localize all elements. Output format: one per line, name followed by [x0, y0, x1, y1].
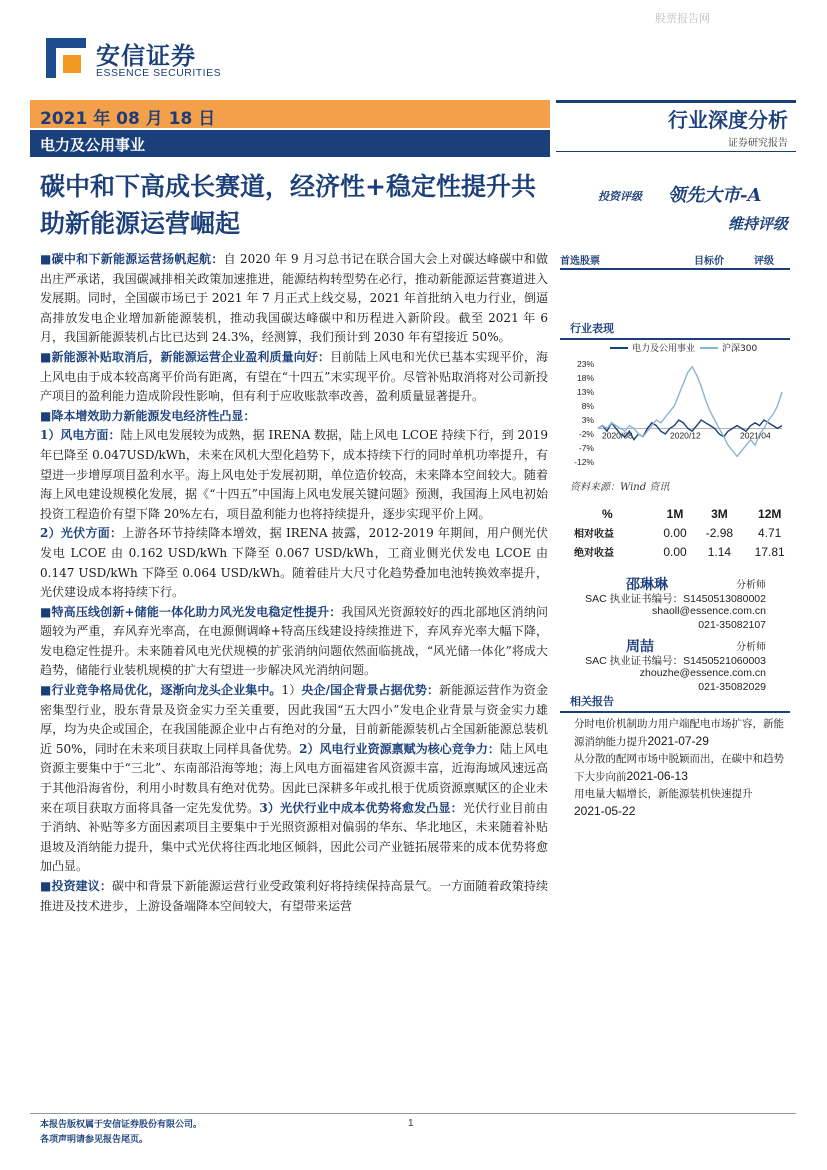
x-tick-label: 2020/08 [602, 430, 633, 441]
table-cell: 4.71 [758, 525, 782, 540]
watermark: 股票报告网 [655, 12, 710, 25]
performance-chart [560, 340, 796, 470]
y-tick-label: 23% [576, 359, 594, 369]
analyst-email[interactable]: shaoll@essence.com.cn [652, 605, 766, 617]
table-cell: 0.00 [663, 525, 687, 540]
paragraph-text: 目前陆上风电和光伏已基本实现平价，海上风电由于成本较高离平价尚有距离，有望在“十四五”末实现平价。尽管补贴取消将对公司新投产项目的盈利能力造成阶段性影响，但有利于应收账款率改善，盈利质量显著提升。 [40, 349, 548, 404]
logo-icon [46, 38, 86, 78]
rating-value: 领先大市-A [668, 185, 762, 206]
paragraph [40, 524, 548, 602]
y-tick-label: -2% [578, 429, 594, 439]
analyst-phone: 021-35082107 [698, 619, 766, 631]
y-tick-label: -12% [574, 457, 594, 467]
related-report-date: 2021-07-29 [647, 734, 709, 748]
x-tick-label: 2020/12 [670, 430, 701, 441]
table-header: 12M [758, 507, 782, 521]
paragraph-heading: 行业竞争格局优化，逐渐向龙头企业集中。 [51, 683, 282, 698]
paragraph-text: 自 2020 年 9 月习总书记在联合国大会上对碳达峰碳中和做出庄严承诺，我国碳减排相关政策加速推进，能源结构转型势在必行，推动新能源运营赛道进入发展期。同时，全国碳市场已于 2021 年 7 月正式上线交易，2021 年首批纳入电力行业，倒逼高排放发电企业增加新能源装机，推动我国碳达峰碳中和历程进入新阶段。截至 2021 年 6 月，我国新能源装机占比已达到 24.3%，经测算，我们预计到 2030 年有望接近 50%。 [40, 252, 548, 345]
table-header: 1M [666, 507, 684, 521]
paragraph: ■碳中和下新能源运营扬帆起航：自 2020 年 9 月习总书记在联合国大会上对碳达峰碳中和做出庄严承诺，我国碳减排相关政策加速推进，能源结构转型势在必行，推动新能源运营赛道进入发展期。同时，全国碳市场已于 2021 年 7 月正式上线交易，2021 年首批纳入电力行业，倒逼高排放发电企业增加新能源装机，推动我国碳达峰碳中和历程进入新阶段。截至 2021 年 6 月，我国新能源装机占比已达到 24.3%，经测算，我们预计到 2030 年有望接近 50%。 [40, 252, 548, 345]
report-type: 行业深度分析 [668, 108, 788, 132]
analyst-sac: SAC 执业证书编号：S1450521060003 [585, 655, 766, 667]
y-tick-label: 8% [581, 401, 594, 411]
stock-col-rating: 评级 [754, 256, 774, 267]
series-line [598, 367, 782, 457]
footer-rule [30, 1113, 796, 1114]
analyst-phone: 021-35082029 [698, 681, 766, 693]
stock-pick-header [560, 252, 790, 270]
analyst-sac: SAC 执业证书编号：S1450513080002 [585, 593, 766, 605]
report-subtype: 证券研究报告 [728, 138, 788, 149]
paragraph-heading: 2）光伏方面： [40, 526, 123, 541]
paragraph-heading: 新能源补贴取消后，新能源运营企业盈利质量向好： [51, 349, 331, 364]
table-header: % [601, 507, 613, 521]
related-report-title: 用电量大幅增长，新能源装机快速提升 [574, 788, 753, 800]
table-cell: 1.14 [707, 544, 732, 559]
stock-col-name: 首选股票 [560, 256, 600, 267]
paragraph-text: 我国风光资源较好的西北部地区消纳问题较为严重，弃风弃光率高，在电源侧调峰+特高压线建设持续推进下，弃风弃光率大幅下降，发电稳定性提升。未来随着风电光伏规模的扩张消纳问题依然面临挑战，“风光储一体化”将成大趋势，储能行业装机规模的扩大有望进一步解决风光消纳问题。 [40, 604, 548, 678]
related-reports [574, 716, 792, 821]
report-body [40, 250, 548, 916]
analyst-role: 分析师 [736, 580, 766, 591]
related-report-title: 从分散的配网市场中脱颖而出，在碳中和趋势下大步向前 [574, 753, 784, 783]
paragraph: ■行业竞争格局优化，逐渐向龙头企业集中。1）央企/国企背景占据优势：新能源运营作为资金密集型行业，股东背景及资金实力至关重要，因此我国“五大四小”发电企业背景与资金实力雄厚，均为央企或国企，在我国能源企业中占有绝对的分量，目前新能源装机占全国新能源总装机近 50%，同时在未来项目获取上同样具备优势。2）风电行业资源禀赋为核心竞争力：陆上风电资源主要集中于“三北”、东南部沿海等地；海上风电方面福建省风资源丰富，近海海域风速远高于其他沿海省份，利用小时数具有绝对优势。因此已深耕多年或扎根于优质资源禀赋区的企业未来在项目获取方面将具备一定先发优势。3）光伏行业中成本优势将愈发凸显：光伏行业目前由于消纳、补贴等多方面因素项目主要集中于光照资源相对偏弱的华东、华北地区，未来随着补贴退坡及消纳能力提升，集中式光伏将往西北地区倾斜，因此公司产业链拓展带来的成本优势将愈加凸显。 [40, 683, 548, 874]
related-report-item[interactable] [574, 751, 792, 786]
analyst-email[interactable]: zhouzhe@essence.com.cn [639, 667, 766, 679]
stock-col-target: 目标价 [694, 256, 724, 267]
page-number: 1 [408, 1118, 414, 1129]
table-cell: 绝对收益 [574, 548, 614, 559]
table-cell: 相对收益 [574, 529, 614, 540]
y-tick-label: 13% [576, 387, 594, 397]
report-date: 2021 年 08 月 18 日 [40, 109, 216, 129]
paragraph-heading: 1）风电方面： [40, 428, 121, 443]
rating-sub: 维持评级 [727, 215, 788, 233]
paragraph-heading: 投资建议： [51, 879, 113, 893]
paragraph-heading: 央企/国企背景占据优势： [301, 683, 440, 698]
paragraph-heading: 特高压线创新+储能一体化助力风光发电稳定性提升： [51, 604, 342, 619]
legend-label: 电力及公用事业 [632, 344, 696, 354]
paragraph-text: 陆上风电资源主要集中于“三北”、东南部沿海等地；海上风电方面福建省风资源丰富，近海海域风速远高于其他沿海省份，利用小时数具有绝对优势。因此已深耕多年或扎根于优质资源禀赋区的企业未来在项目获取方面将具备一定先发优势。 [40, 741, 548, 815]
paragraph-text: 碳中和背景下新能源运营行业受政策利好将持续保持高景气。一方面随着政策持续推进及技术进步，上游设备端降本空间较大，有望带来运营 [40, 879, 548, 913]
chart-source: 资料来源：Wind 资讯 [570, 482, 670, 493]
sector-label: 电力及公用事业 [40, 136, 146, 154]
footer [40, 1118, 202, 1148]
table-row [560, 542, 796, 561]
page-title: 碳中和下高成长赛道，经济性+稳定性提升共助新能源运营崛起 [40, 172, 536, 238]
y-tick-label: -7% [578, 443, 594, 453]
related-reports-header: 相关报告 [560, 693, 790, 713]
analyst-name: 周喆 [626, 639, 654, 655]
table-cell: 17.81 [754, 544, 785, 559]
paragraph-heading: 碳中和下新能源运营扬帆起航： [51, 252, 224, 266]
performance-table [560, 505, 796, 561]
paragraph-text: 光伏行业目前由于消纳、补贴等多方面因素项目主要集中于光照资源相对偏弱的华东、华北地区，未来随着补贴退坡及消纳能力提升，集中式光伏将往西北地区倾斜，因此公司产业链拓展带来的成本优势将愈加凸显。 [40, 800, 548, 874]
related-report-date: 2021-05-22 [574, 804, 636, 818]
related-report-item[interactable] [574, 786, 792, 821]
table-header: 3M [711, 507, 728, 521]
table-header-row [560, 505, 796, 523]
paragraph-text: 新能源运营作为资金密集型行业，股东背景及资金实力至关重要，因此我国“五大四小”发电企业背景与资金实力雄厚，均为央企或国企，在我国能源企业中占有绝对的分量，目前新能源装机占全国新能源总装机近 50%，同时在未来项目获取上同样具备优势。 [40, 683, 548, 756]
table-cell: 0.00 [663, 544, 687, 559]
paragraph [40, 426, 548, 524]
paragraph-heading: 3）光伏行业中成本优势将愈发凸显： [259, 800, 463, 815]
analyst-role: 分析师 [736, 642, 766, 653]
paragraph-text: 上游各环节持续降本增效，据 IRENA 披露，2012-2019 年期间，用户侧光伏发电 LCOE 由 0.162 USD/kWh 下降至 0.067 USD/kWh，工商业侧光伏发电 LCOE 由 0.147 USD/kWh 下降至 0.064 USD/kWh。随着硅片大尺寸化趋势叠加电池转换效率提升，光伏建设成本将持续下行。 [40, 526, 548, 600]
paragraph-heading: 2）风电行业资源禀赋为核心竞争力： [299, 741, 500, 756]
logo-cn: 安信证券 [96, 42, 196, 70]
x-tick-label: 2021/04 [740, 430, 771, 441]
y-tick-label: 3% [581, 415, 594, 425]
y-tick-label: 18% [576, 373, 594, 383]
related-report-date: 2021-06-13 [626, 769, 688, 783]
paragraph: ■投资建议：碳中和背景下新能源运营行业受政策利好将持续保持高景气。一方面随着政策持续推进及技术进步，上游设备端降本空间较大，有望带来运营 [40, 879, 548, 913]
related-report-title: 分时电价机制助力用户端配电市场扩容，新能源消纳能力提升 [574, 718, 784, 748]
paragraph: ■降本增效助力新能源发电经济性凸显： [40, 408, 256, 423]
paragraph: ■新能源补贴取消后，新能源运营企业盈利质量向好：目前陆上风电和光伏已基本实现平价，海上风电由于成本较高离平价尚有距离，有望在“十四五”末实现平价。尽管补贴取消将对公司新投产项目的盈利能力造成阶段性影响，但有利于应收账款率改善，盈利质量显著提升。 [40, 349, 548, 404]
paragraph-heading: 降本增效助力新能源发电经济性凸显： [51, 408, 256, 423]
table-row [560, 523, 796, 542]
footer-disclaimer: 各项声明请参见报告尾页。 [40, 1135, 149, 1145]
table-cell: -2.98 [705, 525, 734, 540]
logo-en: ESSENCE SECURITIES [96, 67, 222, 79]
related-report-item[interactable] [574, 716, 792, 751]
paragraph-text: 陆上风电发展较为成熟，据 IRENA 数据，陆上风电 LCOE 持续下行，到 2019 年已降至 0.047USD/kWh，未来在风机大型化趋势下，成本持续下行的同时单机功率提升，有望进一步增厚项目盈利水平。海上风电处于发展初期，单位造价较高，未来降本空间较大。随着海上风电建设规模化发展，据《“十四五”中国海上风电发展关键问题》预测，我国海上风电初始投资工程造价有望下降 20%左右，项目盈利能力也将持续提升，逐步实现平价上网。 [40, 428, 548, 521]
rhs-top-rule [556, 100, 796, 103]
footer-copyright: 本报告版权属于安信证券股份有限公司。 [40, 1120, 203, 1130]
paragraph: ■特高压线创新+储能一体化助力风光发电稳定性提升：我国风光资源较好的西北部地区消纳问题较为严重，弃风弃光率高，在电源侧调峰+特高压线建设持续推进下，弃风弃光率大幅下降，发电稳定性提升。未来随着风电光伏规模的扩张消纳问题依然面临挑战，“风光储一体化”将成大趋势，储能行业装机规模的扩大有望进一步解决风光消纳问题。 [40, 604, 548, 678]
rhs-rule [556, 151, 796, 152]
analyst-name: 邵琳琳 [626, 577, 668, 593]
performance-header: 行业表现 [560, 320, 790, 340]
paragraph-text: 1） [281, 683, 302, 698]
rating-label: 投资评级 [598, 190, 642, 203]
legend-label: 沪深300 [722, 344, 758, 354]
